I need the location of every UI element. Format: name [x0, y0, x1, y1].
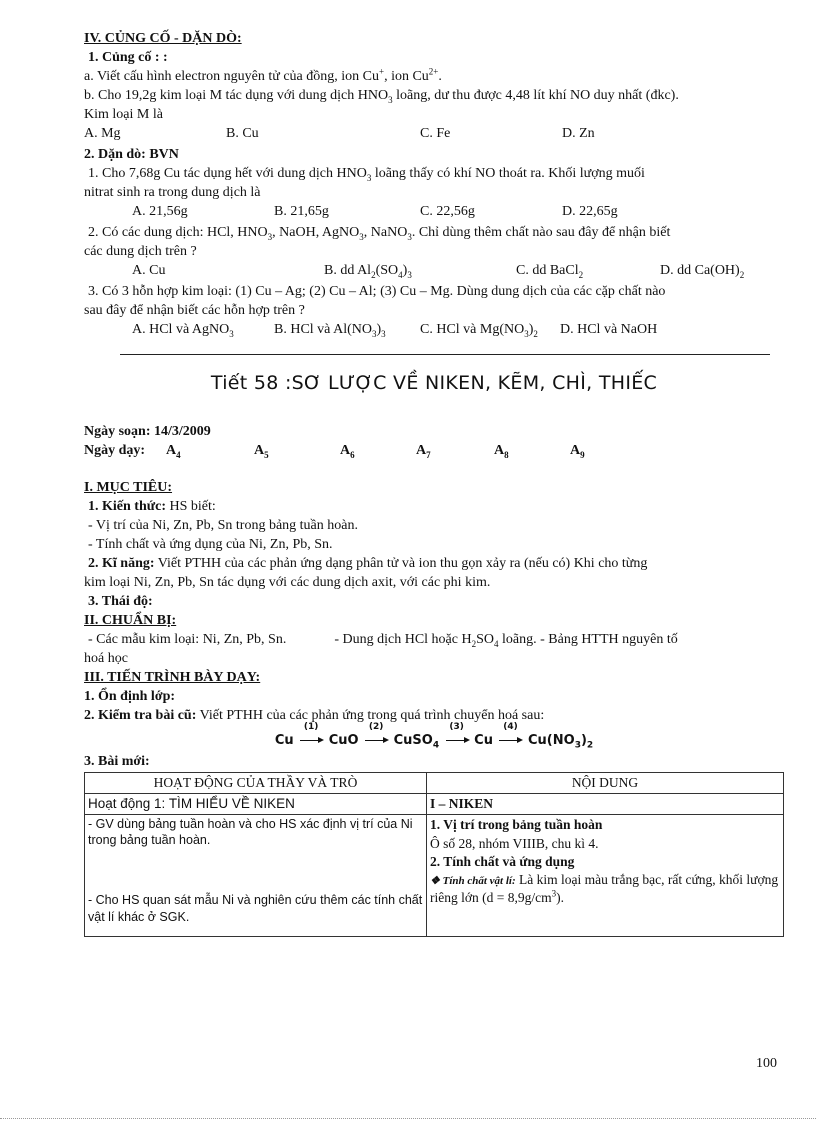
ngay-day-row [84, 442, 784, 461]
ngay-day-label: Ngày dạy: [84, 442, 146, 458]
class-a7: $A_7$ [416, 442, 431, 460]
option-d: D. Zn [562, 126, 595, 141]
section-iv-heading: IV. CỦNG CỐ - DẶN DÒ: [84, 31, 242, 46]
option-a: A. Mg [84, 126, 121, 141]
activities-cell [85, 794, 427, 937]
table-header-activities: HOẠT ĐỘNG CỦA THẦY VÀ TRÒ [85, 773, 427, 794]
document-page [84, 30, 784, 937]
question-a: a. Viết cấu hình electron nguyên tử của đồng, ion Cu+, ion $Cu^{2+}$. [84, 66, 442, 84]
homework-q1-options [84, 203, 784, 224]
table-header-content: NỘI DUNG [427, 773, 784, 794]
option-d: D. 22,65g [562, 204, 618, 219]
class-a6: $A_6$ [340, 442, 355, 460]
dando-heading: 2. Dặn dò: BVN [84, 147, 179, 162]
homework-q3: 3. Có 3 hỗn hợp kim loại: (1) Cu – Ag; (2) Cu – Al; (3) Cu – Mg. Dùng dung dịch của các cặp chất nào [88, 284, 666, 299]
kien-thuc-item-2: - Tính chất và ứng dụng của Ni, Zn, Pb, Sn. [88, 536, 333, 552]
lesson-title: Tiết 58 :SƠ LƯỢC VỀ NIKEN, KẼM, CHÌ, THIẾC [210, 372, 658, 394]
option-b: B. Cu [226, 126, 259, 141]
content-niken-heading: I – NIKEN [430, 796, 494, 812]
option-a: A. HCl và AgNO$_3$ [132, 322, 234, 339]
page-bottom-border [0, 1118, 816, 1119]
ki-nang: 2. Kĩ năng: Viết PTHH của các phản ứng dạng phân tử và ion thu gọn xảy ra (nếu có) Khi cho từng [88, 555, 648, 571]
homework-q3-options [84, 321, 784, 342]
class-a8: $A_8$ [494, 442, 509, 460]
option-c: C. 22,56g [420, 204, 475, 219]
option-c: C. dd BaCl$_2$ [516, 263, 584, 280]
content-vi-tri: Ô số 28, nhóm VIIIB, chu kì 4. [430, 835, 599, 851]
arrow-icon: (3) [444, 732, 470, 750]
ki-nang-line2: kim loại Ni, Zn, Pb, Sn tác dụng với các dung dịch axit, với các phi kim. [84, 574, 491, 590]
homework-q2-options [84, 262, 784, 283]
on-dinh: 1. Ổn định lớp: [84, 688, 176, 704]
question-b-options [84, 125, 784, 146]
kien-thuc-item-1: - Vị trí của Ni, Zn, Pb, Sn trong bảng tuần hoàn. [88, 517, 358, 533]
homework-q1-line2: nitrat sinh ra trong dung dịch là [84, 185, 261, 200]
scheme-cuno3: $Cu(NO_3)_2$ [528, 732, 594, 751]
option-a: A. 21,56g [132, 204, 188, 219]
lesson-table [84, 772, 784, 937]
muc-tieu-heading: I. MỤC TIÊU: [84, 479, 173, 495]
chuan-bi-heading: II. CHUẨN BỊ: [84, 612, 177, 628]
scheme-cu: Cu [274, 732, 294, 748]
class-a4: $A_4$ [166, 442, 181, 460]
section-divider [120, 354, 770, 355]
content-tinh-chat-heading: 2. Tính chất và ứng dụng [430, 853, 575, 869]
option-d: D. HCl và NaOH [560, 322, 658, 337]
arrow-icon: (4) [497, 732, 523, 750]
bai-moi: 3. Bài mới: [84, 754, 150, 770]
content-cell [427, 794, 784, 937]
scheme-cuo: CuO [328, 732, 359, 748]
scheme-cu-2: Cu [474, 732, 493, 748]
cungco-heading: 1. Củng cố : : [88, 50, 168, 65]
content-vi-tri-heading: 1. Vị trí trong bảng tuần hoàn [427, 814, 783, 835]
page-number: 100 [756, 1056, 777, 1071]
activity-title: Hoạt động 1: TÌM HIỂU VỀ NIKEN [88, 796, 295, 812]
option-c: C. Fe [420, 126, 451, 141]
kien-thuc: 1. Kiến thức: HS biết: [88, 498, 216, 514]
option-d: D. dd $Ca(OH)_2$ [660, 263, 745, 280]
thai-do: 3. Thái độ: [88, 593, 153, 609]
question-b-line2: Kim loại M là [84, 107, 163, 122]
homework-q2: 2. Có các dung dịch: HCl, $HNO_3$, NaOH, AgNO$_3$, NaNO$_3$. Chỉ dùng thêm chất nào sau đây để nhận biết [88, 225, 671, 242]
homework-q2-line2: các dung dịch trên ? [84, 244, 197, 259]
arrow-icon: (1) [298, 732, 324, 750]
homework-q1: 1. Cho 7,68g Cu tác dụng hết với dung dịch $HNO_3$ loãng thấy có khí NO thoát ra. Khối lượng muối [88, 166, 645, 183]
conversion-scheme [84, 721, 784, 751]
question-b: b. Cho 19,2g kim loại M tác dụng với dung dịch $HNO_3$ loãng, dư thu được 4,48 lít khí NO duy nhất (đkc). [84, 88, 679, 105]
kiem-tra-bai-cu: 2. Kiểm tra bài cũ: Viết PTHH của các phản ứng trong quá trình chuyển hoá sau: [84, 707, 545, 723]
activity-step-1: - GV dùng bảng tuần hoàn và cho HS xác định vị trí của Ni trong bảng tuần hoàn. [85, 814, 426, 851]
class-a5: $A_5$ [254, 442, 269, 460]
option-c: C. HCl và $Mg(NO_3)_2$ [420, 322, 538, 339]
ngay-soan: Ngày soạn: 14/3/2009 [84, 423, 211, 439]
option-a: A. Cu [132, 263, 166, 278]
option-b: B. 21,65g [274, 204, 329, 219]
option-b: B. HCl và $Al(NO_3)_3$ [274, 322, 386, 339]
option-b: B. dd $Al_2(SO_4)_3$ [324, 263, 412, 280]
class-a9: $A_9$ [570, 442, 585, 460]
chuan-bi-line1: - Các mẫu kim loại: Ni, Zn, Pb, Sn. - Dung dịch HCl hoặc $H_2SO_4$ loãng. - Bảng HTTH nguyên tố [88, 631, 678, 649]
activity-step-2: - Cho HS quan sát mẫu Ni và nghiên cứu thêm các tính chất vật lí khác ở SGK. [88, 893, 423, 925]
content-tinh-chat-vat-li: ❖ Tính chất vật lí: Là kim loại màu trắng bạc, rất cứng, khối lượng riêng lớn $(d = 8,9g/cm^3)$. [430, 872, 779, 906]
tien-trinh-heading: III. TIẾN TRÌNH BÀY DẠY: [84, 669, 261, 685]
arrow-icon: (2) [363, 732, 389, 750]
chuan-bi-line2: hoá học [84, 650, 128, 666]
scheme-cuso4: CuSO$_4$ [393, 732, 440, 751]
homework-q3-line2: sau đây để nhận biết các hỗn hợp trên ? [84, 303, 305, 318]
